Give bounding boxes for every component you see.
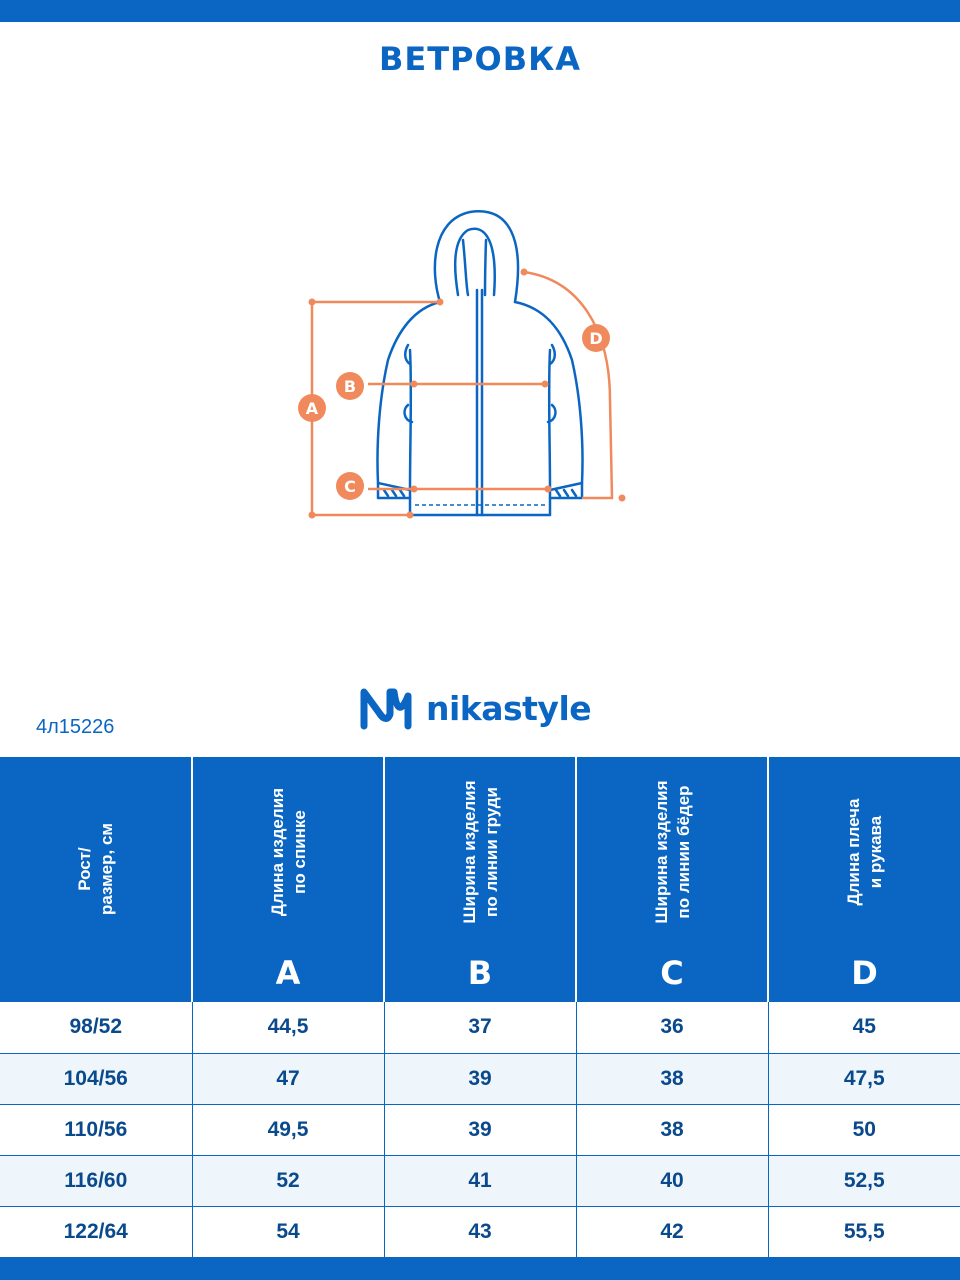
cell-b: 39 <box>384 1053 576 1104</box>
cell-size: 122/64 <box>0 1206 192 1257</box>
cell-a: 52 <box>192 1155 384 1206</box>
cell-c: 38 <box>576 1053 768 1104</box>
size-chart-table <box>0 757 960 1258</box>
cell-c: 40 <box>576 1155 768 1206</box>
header-letter-d: D <box>851 954 878 992</box>
cell-size: 98/52 <box>0 1002 192 1053</box>
header-length-back: Длина изделия по спинке A <box>192 757 384 1002</box>
cell-d: 52,5 <box>768 1155 960 1206</box>
hood-outline <box>435 211 518 302</box>
cell-d: 55,5 <box>768 1206 960 1257</box>
cell-d: 50 <box>768 1104 960 1155</box>
brand-logo <box>360 686 591 730</box>
table-row <box>0 1155 960 1206</box>
header-letter-c: C <box>660 954 684 992</box>
jacket-measurement-diagram <box>280 200 640 530</box>
measure-line-a <box>312 302 440 515</box>
cell-b: 41 <box>384 1155 576 1206</box>
svg-text:A: A <box>305 399 319 418</box>
cell-c: 38 <box>576 1104 768 1155</box>
svg-text:D: D <box>589 329 603 348</box>
top-brand-bar <box>0 0 960 22</box>
table-header-row <box>0 757 960 1002</box>
header-letter-b: B <box>467 954 493 992</box>
cell-b: 43 <box>384 1206 576 1257</box>
article-number: 4л15226 <box>36 716 115 738</box>
table-row <box>0 1206 960 1257</box>
cell-b: 39 <box>384 1104 576 1155</box>
page-title: ВЕТРОВКА <box>378 40 582 78</box>
cell-size: 110/56 <box>0 1104 192 1155</box>
header-letter-a: A <box>275 954 301 992</box>
label-c-badge <box>336 472 364 500</box>
cell-size: 104/56 <box>0 1053 192 1104</box>
cell-d: 47,5 <box>768 1053 960 1104</box>
label-d-badge <box>582 324 610 352</box>
cell-a: 54 <box>192 1206 384 1257</box>
header-width-hips: Ширина изделия по линии бёдер C <box>576 757 768 1002</box>
brand-name: nikastyle <box>426 688 592 728</box>
header-width-chest: Ширина изделия по линии груди B <box>384 757 576 1002</box>
table-row <box>0 1053 960 1104</box>
svg-text:B: B <box>343 377 357 396</box>
cell-d: 45 <box>768 1002 960 1053</box>
jacket-body-outline <box>377 302 582 515</box>
nikastyle-wave-logo-icon <box>360 686 412 730</box>
label-b-badge <box>336 372 364 400</box>
table-row <box>0 1104 960 1155</box>
label-a-badge <box>298 394 326 422</box>
cell-a: 49,5 <box>192 1104 384 1155</box>
hood-inner <box>455 229 495 295</box>
cell-b: 37 <box>384 1002 576 1053</box>
header-shoulder-sleeve: Длина плеча и рукава D <box>768 757 960 1002</box>
header-height-size: Рост/ размер, см <box>0 757 192 1002</box>
svg-text:C: C <box>344 477 356 496</box>
cell-c: 42 <box>576 1206 768 1257</box>
cell-a: 44,5 <box>192 1002 384 1053</box>
cell-size: 116/60 <box>0 1155 192 1206</box>
cell-a: 47 <box>192 1053 384 1104</box>
table-row <box>0 1002 960 1053</box>
bottom-brand-bar <box>0 1258 960 1280</box>
cell-c: 36 <box>576 1002 768 1053</box>
